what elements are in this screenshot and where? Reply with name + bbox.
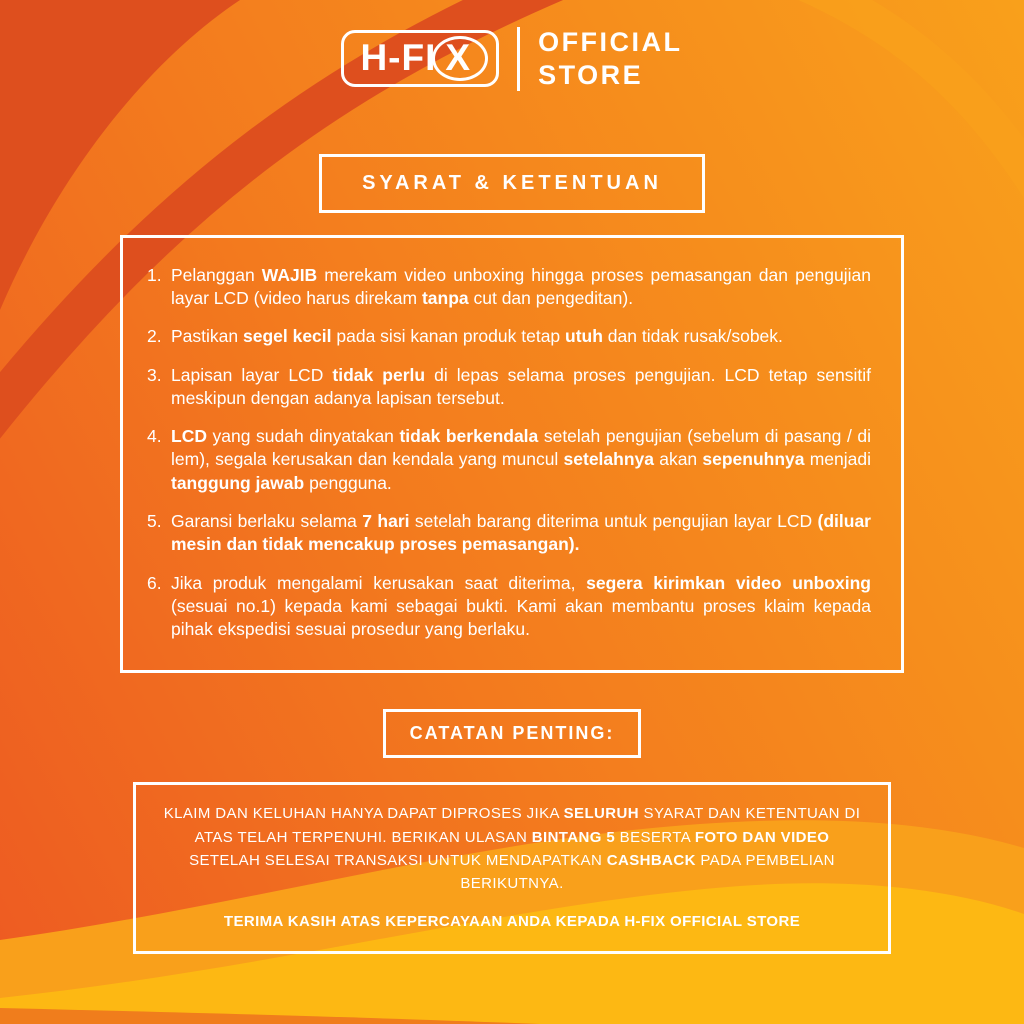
term-number: 4. [147, 426, 162, 447]
text-segment: BINTANG 5 [531, 828, 616, 846]
term-text [171, 572, 871, 642]
text-segment: Pelanggan [171, 264, 262, 285]
text-segment: BESERTA [615, 828, 695, 846]
text-segment: PADA PEMBELIAN BERIKUTNYA. [460, 851, 835, 893]
title-box [319, 154, 705, 213]
term-text [171, 364, 871, 411]
term-item-4 [147, 425, 871, 495]
page-title: SYARAT & KETENTUAN [362, 171, 662, 194]
text-segment: menjadi [804, 449, 871, 470]
terms-box [120, 235, 904, 673]
note-body [162, 802, 862, 895]
hfix-logo [341, 30, 499, 87]
term-number: 3. [147, 364, 162, 385]
text-segment: 7 hari [362, 511, 410, 531]
header [0, 0, 1024, 92]
title-row [0, 154, 1024, 213]
text-segment: (sesuai no.1) kepada kami sebagai bukti. Kami akan membantu proses klaim kepada pihak ekspedisi sesuai prosedur yang berlaku. [171, 595, 871, 640]
text-segment: Pastikan [171, 326, 243, 347]
text-segment: Jika produk mengalami kerusakan saat diterima, [171, 572, 587, 593]
text-segment: tanggung jawab [171, 472, 305, 493]
text-segment: yang sudah dinyatakan [206, 426, 400, 447]
term-text [171, 264, 871, 311]
text-segment: dan tidak rusak/sobek. [602, 326, 783, 347]
text-segment: setelah barang diterima untuk pengujian layar LCD [409, 511, 818, 531]
text-segment: pada sisi kanan produk tetap [331, 326, 566, 347]
text-segment: segel kecil [242, 326, 332, 347]
term-item-6 [147, 572, 871, 642]
text-segment: utuh [565, 326, 603, 347]
term-item-5 [147, 510, 871, 557]
note-heading-text: CATATAN PENTING: [409, 723, 615, 744]
term-number: 6. [147, 572, 162, 593]
text-segment: tanpa [421, 288, 469, 309]
header-divider [517, 27, 520, 91]
text-segment: akan [654, 449, 703, 470]
term-item-3 [147, 364, 871, 411]
text-segment: setelah pengujian (sebelum di pasang / di lem), segala kerusakan dan kendala yang muncul [171, 426, 871, 470]
store-name-line1: OFFICIAL [538, 27, 683, 57]
term-number: 1. [147, 264, 162, 285]
term-number: 2. [147, 326, 162, 347]
text-segment: segera kirimkan video unboxing [586, 572, 871, 593]
text-segment: SETELAH SELESAI TRANSAKSI UNTUK MENDAPATKAN [189, 851, 607, 869]
note-heading-row [0, 709, 1024, 758]
text-segment: di lepas selama proses pengujian. LCD tetap sensitif meskipun dengan adanya lapisan tersebut. [171, 364, 872, 408]
note-box [133, 782, 891, 953]
term-item-1 [147, 264, 871, 311]
note-heading-box [383, 709, 642, 758]
text-segment: SYARAT DAN KETENTUAN DI ATAS TELAH TERPENUHI. BERIKAN ULASAN [194, 805, 861, 846]
text-segment: Lapisan layar LCD [171, 364, 333, 385]
text-segment: merekam video unboxing hingga proses pemasangan dan pengujian layar LCD (video harus direkam [171, 264, 871, 309]
term-item-2 [147, 325, 871, 348]
text-segment: sepenuhnya [702, 449, 805, 470]
text-segment: SELURUH [563, 805, 639, 823]
text-segment: LCD [171, 426, 207, 447]
text-segment: WAJIB [261, 264, 318, 285]
note-thanks: TERIMA KASIH ATAS KEPERCAYAAN ANDA KEPADA H-FIX OFFICIAL STORE [223, 913, 801, 931]
term-text [171, 510, 871, 557]
text-segment: KLAIM DAN KELUHAN HANYA DAPAT DIPROSES JIKA [163, 805, 564, 823]
text-segment: tidak berkendala [399, 426, 539, 447]
text-segment: tidak perlu [332, 364, 426, 385]
text-segment: Garansi berlaku selama [171, 511, 363, 531]
text-segment: CASHBACK [606, 851, 696, 869]
logo-x [436, 37, 480, 79]
text-segment: pengguna. [304, 472, 392, 493]
store-name [538, 26, 682, 92]
logo-text: H-FI [360, 37, 437, 79]
term-text [171, 425, 871, 495]
term-text [171, 325, 871, 348]
term-number: 5. [147, 511, 162, 531]
logo-x-text: X [445, 37, 472, 79]
text-segment: (diluar mesin dan tidak mencakup proses pemasangan). [171, 511, 871, 555]
text-segment: setelahnya [563, 449, 654, 470]
text-segment: FOTO DAN VIDEO [694, 828, 830, 846]
text-segment: cut dan pengeditan). [468, 288, 634, 309]
store-name-line2: STORE [538, 59, 644, 90]
